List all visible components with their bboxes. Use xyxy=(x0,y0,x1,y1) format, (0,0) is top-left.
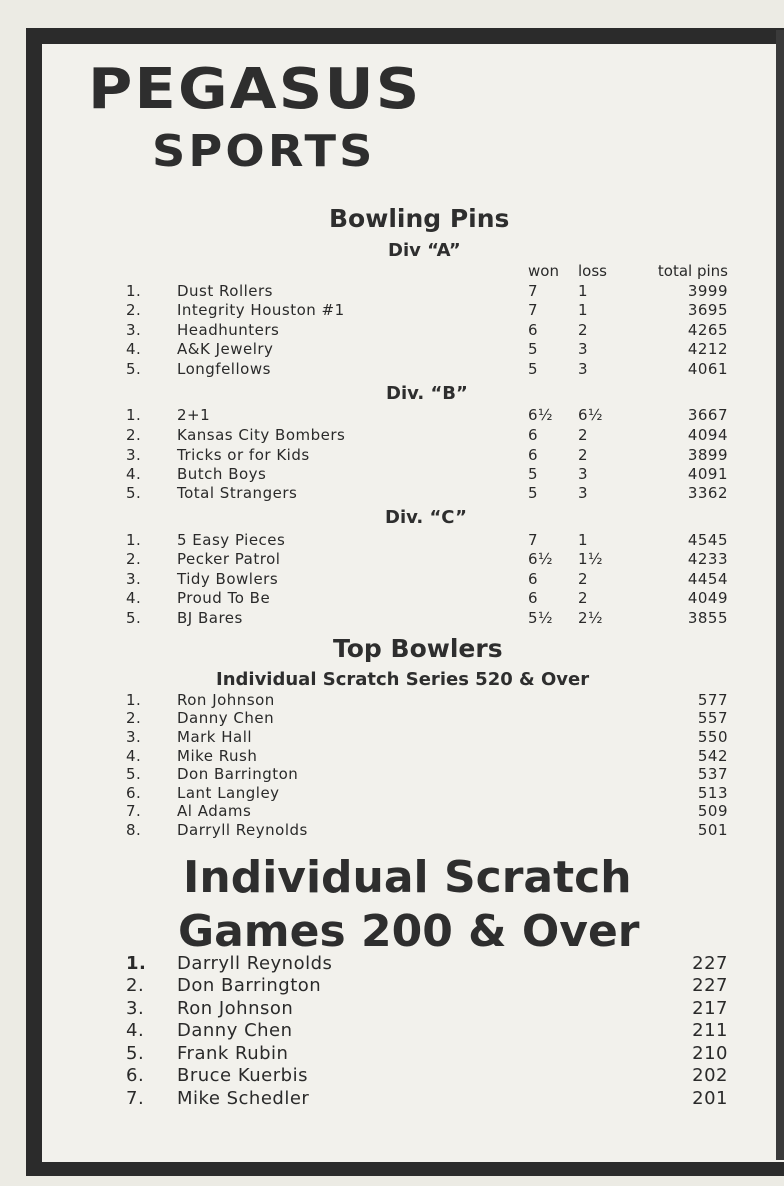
total-pins: 4454 xyxy=(687,570,728,588)
list-item xyxy=(0,975,784,997)
loss: 1 xyxy=(578,282,589,300)
list-item xyxy=(0,1043,784,1065)
bowler-name: Mark Hall xyxy=(177,728,253,746)
list-item xyxy=(0,784,784,803)
games-heading-line1: Individual Scratch xyxy=(183,852,632,903)
loss: 6½ xyxy=(578,406,604,424)
list-item xyxy=(0,765,784,784)
division-c-label: Div. “C” xyxy=(385,507,468,528)
team-name: A&K Jewelry xyxy=(177,340,274,358)
rank: 5. xyxy=(126,360,142,378)
table-row xyxy=(0,589,784,608)
bowler-name: Danny Chen xyxy=(177,709,275,727)
score: 202 xyxy=(692,1065,728,1086)
score: 550 xyxy=(697,728,728,746)
loss: 1 xyxy=(578,301,589,319)
score: 513 xyxy=(697,784,728,802)
loss: 2 xyxy=(578,321,589,339)
bowler-name: Lant Langley xyxy=(177,784,280,802)
bowler-name: Danny Chen xyxy=(177,1020,293,1041)
total-pins: 4061 xyxy=(687,360,728,378)
bowler-name: Ron Johnson xyxy=(177,691,275,709)
score: 542 xyxy=(697,747,728,765)
rank: 4. xyxy=(126,340,142,358)
won: 6 xyxy=(528,589,539,607)
rank: 5. xyxy=(126,484,142,502)
bowler-name: Ron Johnson xyxy=(177,998,294,1019)
loss: 3 xyxy=(578,484,589,502)
score: 501 xyxy=(697,821,728,839)
score: 227 xyxy=(692,953,728,974)
table-row xyxy=(0,282,784,301)
rank: 2. xyxy=(126,975,145,996)
rank: 3. xyxy=(126,321,142,339)
total-pins: 4094 xyxy=(687,426,728,444)
rank: 7. xyxy=(126,802,142,820)
table-row xyxy=(0,570,784,589)
total-pins: 3899 xyxy=(687,446,728,464)
rank: 4. xyxy=(126,1020,145,1041)
loss: 2 xyxy=(578,446,589,464)
col-total-header: total pins xyxy=(657,262,728,280)
total-pins: 4091 xyxy=(687,465,728,483)
rank: 4. xyxy=(126,465,142,483)
loss: 1½ xyxy=(578,550,604,568)
bowler-name: Al Adams xyxy=(177,802,252,820)
bowler-name: Darryll Reynolds xyxy=(177,953,333,974)
table-row xyxy=(0,301,784,320)
rank: 8. xyxy=(126,821,142,839)
rank: 2. xyxy=(126,301,142,319)
division-a-label: Div “A” xyxy=(388,240,461,261)
won: 6½ xyxy=(528,406,554,424)
team-name: 2+1 xyxy=(177,406,211,424)
list-item xyxy=(0,821,784,840)
bowler-name: Frank Rubin xyxy=(177,1043,289,1064)
rank: 3. xyxy=(126,446,142,464)
list-item xyxy=(0,691,784,710)
team-name: Headhunters xyxy=(177,321,280,339)
loss: 1 xyxy=(578,531,589,549)
division-b-label: Div. “B” xyxy=(386,383,468,404)
won: 7 xyxy=(528,531,539,549)
col-won-header: won xyxy=(528,262,559,280)
rank: 2. xyxy=(126,426,142,444)
rank: 2. xyxy=(126,709,142,727)
loss: 2½ xyxy=(578,609,604,627)
total-pins: 3855 xyxy=(687,609,728,627)
total-pins: 3999 xyxy=(687,282,728,300)
table-row xyxy=(0,484,784,503)
list-item xyxy=(0,747,784,766)
team-name: Butch Boys xyxy=(177,465,267,483)
team-name: Kansas City Bombers xyxy=(177,426,346,444)
team-name: Proud To Be xyxy=(177,589,271,607)
rank: 6. xyxy=(126,1065,145,1086)
list-item xyxy=(0,1088,784,1110)
total-pins: 3695 xyxy=(687,301,728,319)
bowler-name: Mike Schedler xyxy=(177,1088,310,1109)
won: 7 xyxy=(528,301,539,319)
score: 537 xyxy=(697,765,728,783)
bowler-name: Don Barrington xyxy=(177,765,299,783)
team-name: 5 Easy Pieces xyxy=(177,531,286,549)
list-item xyxy=(0,1065,784,1087)
won: 7 xyxy=(528,282,539,300)
col-loss-header: loss xyxy=(578,262,607,280)
list-item xyxy=(0,802,784,821)
rank: 2. xyxy=(126,550,142,568)
total-pins: 4265 xyxy=(687,321,728,339)
rank: 5. xyxy=(126,1043,145,1064)
rank: 1. xyxy=(126,282,142,300)
bowler-name: Darryll Reynolds xyxy=(177,821,308,839)
rank: 3. xyxy=(126,998,145,1019)
won: 6 xyxy=(528,321,539,339)
bowler-name: Don Barrington xyxy=(177,975,322,996)
total-pins: 4545 xyxy=(687,531,728,549)
won: 6 xyxy=(528,426,539,444)
rank: 3. xyxy=(126,728,142,746)
list-item xyxy=(0,998,784,1020)
rank: 1. xyxy=(126,531,142,549)
loss: 2 xyxy=(578,589,589,607)
score: 211 xyxy=(692,1020,728,1041)
won: 5 xyxy=(528,340,539,358)
won: 6½ xyxy=(528,550,554,568)
team-name: Tricks or for Kids xyxy=(177,446,310,464)
rank: 4. xyxy=(126,747,142,765)
table-row xyxy=(0,426,784,445)
table-row xyxy=(0,321,784,340)
table-row xyxy=(0,340,784,359)
table-row xyxy=(0,360,784,379)
table-row xyxy=(0,406,784,425)
rank: 1. xyxy=(126,953,147,974)
table-row xyxy=(0,550,784,569)
loss: 3 xyxy=(578,360,589,378)
total-pins: 3667 xyxy=(687,406,728,424)
rank: 6. xyxy=(126,784,142,802)
won: 5½ xyxy=(528,609,554,627)
logo-pegasus: PEGASUS xyxy=(88,57,422,122)
loss: 2 xyxy=(578,426,589,444)
team-name: Total Strangers xyxy=(177,484,298,502)
score: 227 xyxy=(692,975,728,996)
list-item xyxy=(0,728,784,747)
team-name: Longfellows xyxy=(177,360,271,378)
loss: 3 xyxy=(578,340,589,358)
total-pins: 4212 xyxy=(687,340,728,358)
rank: 5. xyxy=(126,765,142,783)
total-pins: 4233 xyxy=(687,550,728,568)
games-heading-line2: Games 200 & Over xyxy=(178,906,640,957)
won: 5 xyxy=(528,465,539,483)
table-row xyxy=(0,609,784,628)
team-name: BJ Bares xyxy=(177,609,243,627)
won: 5 xyxy=(528,360,539,378)
list-item xyxy=(0,953,784,975)
rank: 1. xyxy=(126,406,142,424)
won: 5 xyxy=(528,484,539,502)
rank: 4. xyxy=(126,589,142,607)
logo-sports: SPORTS xyxy=(152,126,376,177)
top-bowlers-heading: Top Bowlers xyxy=(333,634,503,663)
list-item xyxy=(0,1020,784,1042)
team-name: Dust Rollers xyxy=(177,282,273,300)
score: 577 xyxy=(697,691,728,709)
loss: 2 xyxy=(578,570,589,588)
total-pins: 4049 xyxy=(687,589,728,607)
rank: 7. xyxy=(126,1088,145,1109)
table-row xyxy=(0,531,784,550)
total-pins: 3362 xyxy=(687,484,728,502)
series-heading: Individual Scratch Series 520 & Over xyxy=(216,669,590,690)
won: 6 xyxy=(528,570,539,588)
rank: 1. xyxy=(126,691,142,709)
bowler-name: Mike Rush xyxy=(177,747,258,765)
won: 6 xyxy=(528,446,539,464)
bowler-name: Bruce Kuerbis xyxy=(177,1065,308,1086)
score: 557 xyxy=(697,709,728,727)
score: 217 xyxy=(692,998,728,1019)
bowling-pins-heading: Bowling Pins xyxy=(329,204,510,233)
team-name: Pecker Patrol xyxy=(177,550,281,568)
score: 210 xyxy=(692,1043,728,1064)
table-row xyxy=(0,446,784,465)
rank: 5. xyxy=(126,609,142,627)
loss: 3 xyxy=(578,465,589,483)
table-row xyxy=(0,465,784,484)
score: 201 xyxy=(692,1088,728,1109)
score: 509 xyxy=(697,802,728,820)
team-name: Tidy Bowlers xyxy=(177,570,279,588)
list-item xyxy=(0,709,784,728)
team-name: Integrity Houston #1 xyxy=(177,301,345,319)
rank: 3. xyxy=(126,570,142,588)
